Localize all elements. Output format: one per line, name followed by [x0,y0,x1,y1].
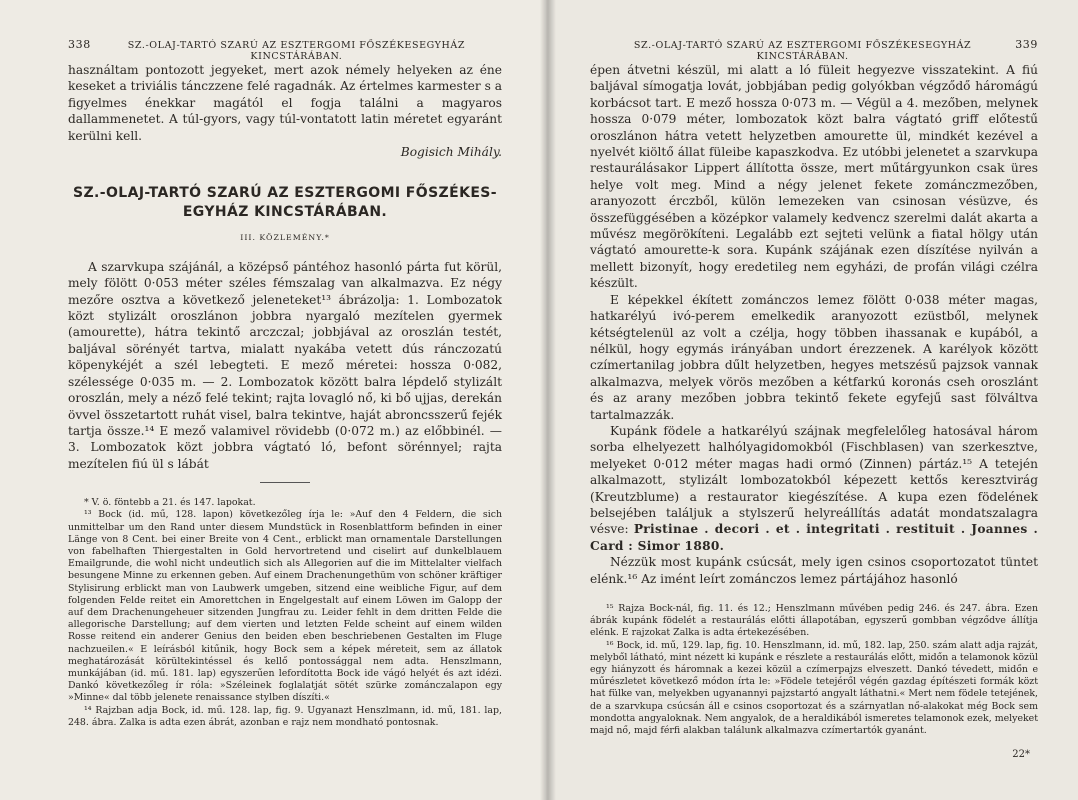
article-heading-line1: SZ.-OLAJ-TARTÓ SZARÚ AZ ESZTERGOMI FŐSZÉKES- [73,185,497,202]
paragraph [590,423,1038,554]
left-running-head [68,38,502,62]
footnote: * V. ö. föntebb a 21. és 147. lapokat. [84,497,256,509]
author-signature: Bogisich Mihály. [400,145,502,160]
intro-paragraph: használtam pontozott jegyeket, mert azok némely helyeken az éne keseket a triviális tánczzene felé ragadnák. Az értelmes karmester s a figyelmes énekkar magától el fogja találni a magyaros dallammenetet. A túl-gyors, vagy túl-vontatott latin méretet egyaránt kerülni kell. [68,63,502,143]
article-heading-line2: EGYHÁZ KINCSTÁRÁBAN. [182,204,388,221]
left-page-number: 338 [68,38,91,51]
right-body [590,62,1038,587]
footnote: ¹⁴ Rajzban adja Bock, id. mű. 128. lap, fig. 9. Ugyanazt Henszlmann, id. mű, 181. lap, 248. ábra. Zalka is adta ezen ábrát, azonban e rajz nem mondható pontosnak. [68,704,502,728]
footnote: ¹⁶ Bock, id. mű, 129. lap, fig. 10. Henszlmann, id. mű, 182. lap, 250. szám alatt adja rajzát, melyből látható, mint nézett ki kupánk e részlete a restaurálás előtt, midőn a telamonok közül egy hiányzott és háromnak a kezei közül a czímerpajzs elveszett. Dankó tévedett, midőn e műrészletet következő módon írta le: »Födele tetejéről végén gazdag építészeti formák közt hat fülke van, melyekben ugyanannyi pajzstartó angyalt láthatni.« Mert nem födele tetejének, de a szarvkupa csúcsán áll e csinos csoportozat és a szárnyatlan nő-alakokat még Bock sem mondotta angyaloknak. Nem angyalok, de a heraldikából ismeretes telamonok ezek, melyeket majd nő, majd férfi alakban találunk alkalmazva czímertartók gyanánt. [590,639,1038,737]
paragraph: Nézzük most kupánk csúcsát, mely igen csinos csoportozatot tüntet elénk.¹⁶ Az imént leírt zománczos lemez pártájához hasonló [590,555,1038,586]
right-footnotes [590,603,1038,737]
footnote: ¹⁵ Rajza Bock-nál, fig. 11. és 12.; Henszlmann művében pedig 246. és 247. ábra. Ezen ábrák kupánk födelét a restaurálás előtti állapotában, egyszerű gombban végződve állítja elénk. E rajzokat Zalka is adta értekezésében. [590,603,1038,639]
right-running-title: SZ.-OLAJ-TARTÓ SZARÚ AZ ESZTERGOMI FŐSZÉKESEGYHÁZ KINCSTÁRÁBAN. [633,40,972,62]
blackletter-inscription: Pristinae . decori . et . integritati . restituit . Joannes . Card : Simor 1880. [590,522,1039,553]
right-page-number: 339 [1015,38,1038,51]
article-subheading: III. KÖZLEMÉNY.* [240,233,330,243]
paragraph: E képekkel ékített zománczos lemez fölött 0·038 méter magas, hatkarélyú ivó-perem emelkedik aranyozott ezüstből, melynek kétségtelenül az volt a czélja, hogy többen ihassanak e kupából, a nélkül, hogy egymás irányában undort érezzenek. A karélyok között czímertanilag jobbra dűlt helyzetben, hegyes metszésű pajzsok vannak alkalmazva, melyek vörös mezőben a kétfarkú koronás cseh oroszlánt és az arany mezőben jobbra tekintő fekete egyfejű sast fölváltva tartalmazzák. [590,292,1038,422]
left-running-title: SZ.-OLAJ-TARTÓ SZARÚ AZ ESZTERGOMI FŐSZÉKESEGYHÁZ KINCSTÁRÁBAN. [127,40,466,62]
right-page [546,0,1078,800]
footnote-rule [260,482,310,483]
left-body [68,62,502,472]
paragraph: épen átvetni készül, mi alatt a ló füleit hegyezve visszatekint. A fiú baljával símogatja lovát, jobbjában pedig golyókban végződő háromágú korbácsot tart. E mező hossza 0·073 m. — Végül a 4. mezőben, melynek hossza 0·079 méter, lombozatok közt balra vágtató griff előtestű oroszlánon hátra vetett helyzetben amourette ül, mindkét kezével a nyelvét kiöltő állat füleibe kapaszkodva. Ez utóbbi jelenetet a szarvkupa restaurálásakor Lippert állította össze, mert műtárgyunkon csak üres helye volt meg. Mind a négy jelenet fekete zománczmezőben, aranyozott érczből, külön lemezeken van csinosan vésüzve, és összefüggésében a középkor valamely kedvencz szerelmi dalát akarta a művész megörökíteni. Legalább ezt sejteti velünk a fiatal hölgy után vágtató amourette-k sora. Kupánk szájának ezen díszítése nyilván a mellett bizonyít, hogy eredetileg nem egyházi, de profán világi czélra készült. [590,63,1038,291]
paragraph-text: Kupánk födele a hatkarélyú szájnak megfelelőleg hatosával három sorba elhelyezett halhólyagidomokból (Fischblasen) van szerkesztve, melyeket 0·012 méter magas hadi ormó (Zinnen) pártáz.¹⁵ A tetején alkalmazott, stylizált lombozatokból képezett kettős keresztvirág (Kreutzblume) a restaurator kiegészítése. A kupa ezen födelének belsejében találjuk a stylszerű helyreállítás adatát mondatszalagra vésve: [590,423,1038,537]
article-heading [68,184,502,222]
book-gutter [540,0,556,800]
main-paragraph: A szarvkupa szájánál, a középső pántéhoz hasonló párta fut körül, mely fölött 0·053 méter széles fémszalag van alkalmazva. Ez négy mezőre osztva a következő jeleneteket¹³ ábrázolja: 1. Lombozatok közt stylizált oroszlánon jobbra nyargaló mezítelen gyermek (amourette), hátra tekintő arczczal; jobbjával az oroszlán testét, baljával sörényét tartva, mialatt nyakába vetett dús ránczozatú köpenykéjét a szél lebegteti. E mező méretei: hossza 0·082, szélessége 0·035 m. — 2. Lombozatok között balra lépdelő stylizált oroszlán, mely a néző felé tekint; rajta lovagló nő, ki bő ujjas, derekán övvel összetartott ruhát visel, balra tekintve, haját abroncsszerű fejék tartja össze.¹⁴ E mező valamivel rövidebb (0·072 m.) az előbbinél. — 3. Lombozatok közt jobbra vágtató ló, befont sörénnyel; rajta mezítelen fiú ül s lábát [68,259,502,471]
right-running-head [590,38,1038,62]
signature-mark: 22* [1012,749,1030,761]
footnote: ¹³ Bock (id. mű, 128. lapon) következőleg írja le: »Auf den 4 Feldern, die sich unmittelbar um den Rand unter diesem Mundstück in Rosenblattform befinden in einer Länge von 8 Cent. bei einer Breite von 4 Cent., erblickt man ornamentale Darstellungen von fabelhaften Thiergestalten in Gold hervortretend und ciselirt auf dunkelblauem Emailgrunde, die wohl nicht undeutlich sich als Allegorien auf die im Mittelalter vielfach besungene Minne zu erkennen geben. Auf einem Drachenungethüm von schöner kräftiger Stylisirung erblickt man von Laubwerk umgeben, sitzend eine weibliche Figur, auf dem folgenden Felde reitet ein Amorettchen in Engelgestalt auf einem Löwen im Galopp der auf dem Drachenungeheuer sitzenden Jungfrau zu. Leider fehlt in dem dritten Felde die allegorische Darstellung; auf dem vierten und letzten Felde scheint auf einem wilden Rosse reitend ein anderer Genius den beiden eben beschriebenen Gestalten im Fluge nachzueilen.« E leírásból kitűnik, hogy Bock sem a képek méreteit, sem az állatok meghatározását körültekintéssel és kellő pontossággal nem adta. Henszlmann, munkájában (id. mű. 181. lap) egyszerűen lefordította Bock ide vágó helyét és azt idézi. Dankó következőleg ír róla: »Széleinek foglalatját sötét szürke zománczalapon egy »Minne« dal több jelenete renaissance stylben díszíti.« [68,509,502,704]
left-footnotes [68,497,502,729]
